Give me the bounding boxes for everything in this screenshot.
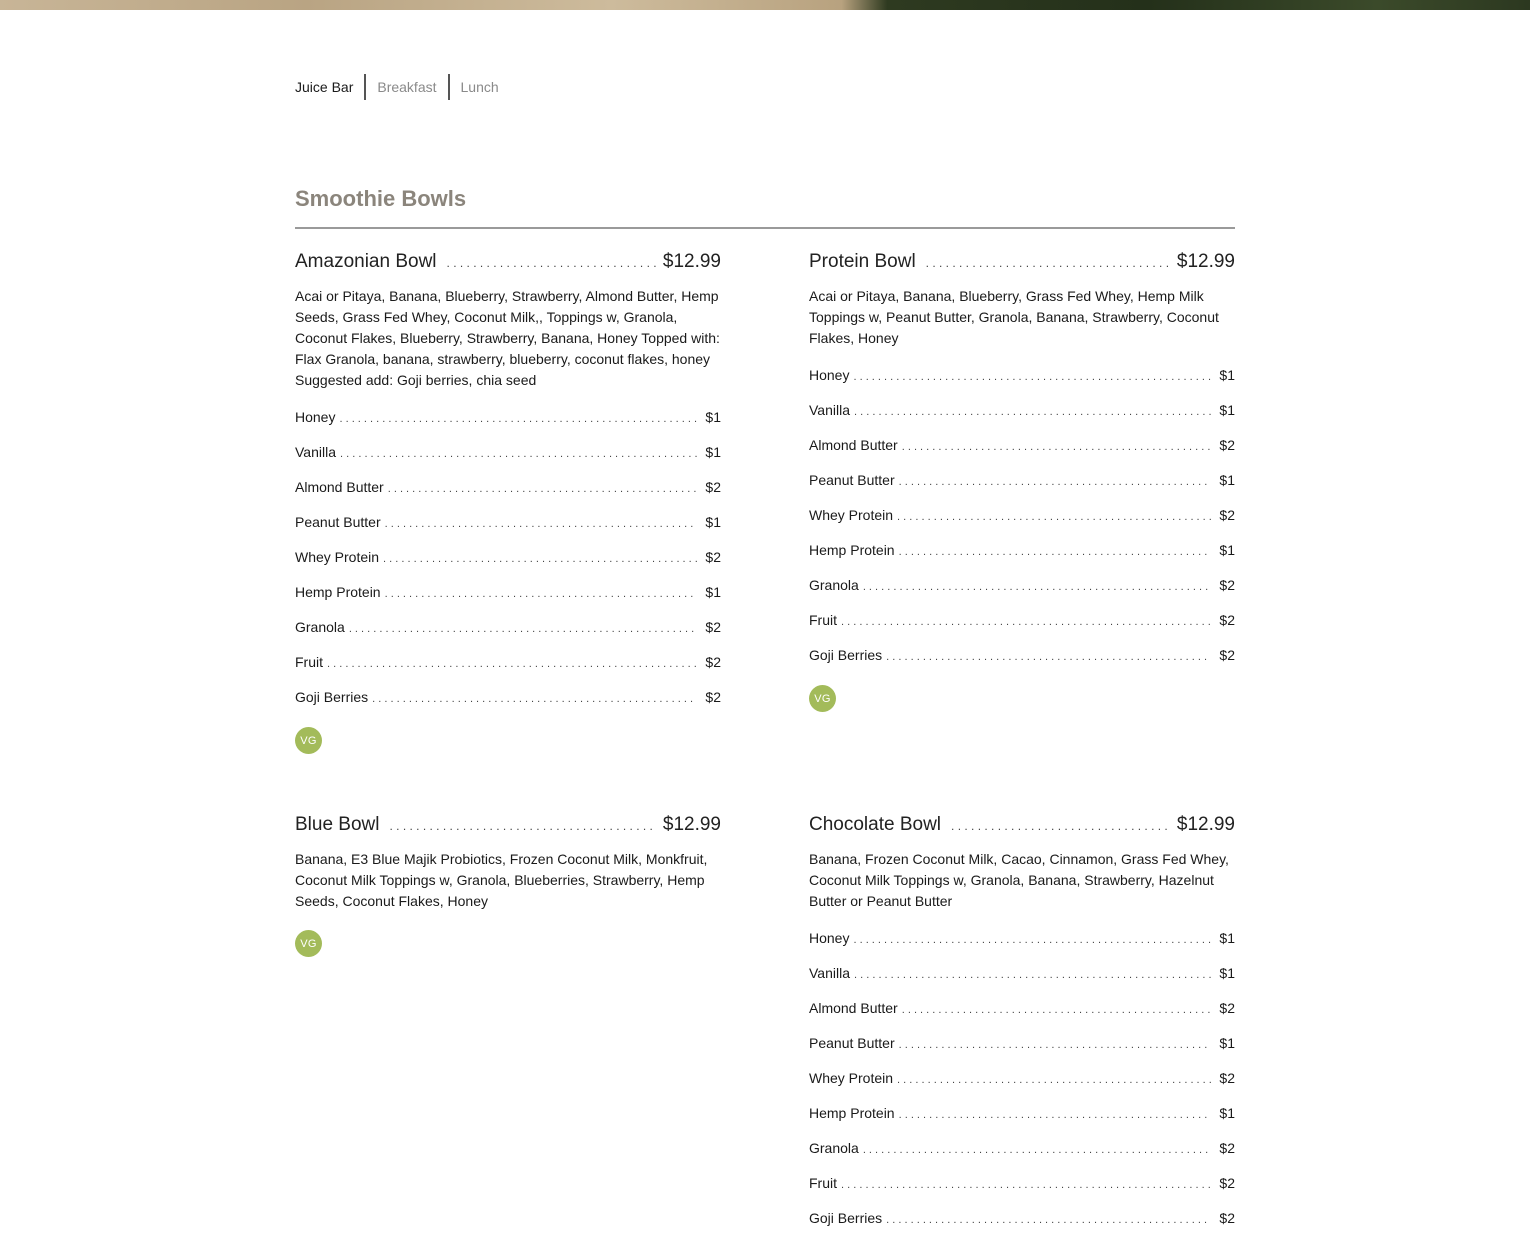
menu-tabs	[295, 74, 499, 100]
dot-leader	[863, 1141, 1212, 1159]
addon-row	[809, 506, 1235, 541]
addon-price: $2	[1219, 507, 1235, 523]
addon-row	[295, 548, 721, 583]
addon-row	[295, 443, 721, 478]
dot-leader	[385, 585, 698, 603]
dot-leader	[385, 515, 698, 533]
addon-row	[809, 1034, 1235, 1069]
addon-price: $2	[1219, 1210, 1235, 1226]
dot-leader	[339, 410, 697, 428]
dot-leader	[853, 931, 1211, 949]
tab-lunch[interactable]: Lunch	[460, 79, 499, 95]
addon-price: $2	[1219, 647, 1235, 663]
dot-leader	[383, 550, 697, 568]
menu-item-card	[295, 250, 721, 754]
menu-item-price: $12.99	[662, 814, 721, 835]
addon-list	[809, 366, 1235, 681]
menu-item-price: $12.99	[662, 251, 721, 272]
addon-price: $1	[1219, 1035, 1235, 1051]
dot-leader	[841, 1176, 1211, 1194]
addon-row	[809, 929, 1235, 964]
vegetarian-badge-icon: VG	[295, 727, 322, 754]
menu-item-header	[809, 250, 1235, 274]
addon-row	[295, 408, 721, 443]
addon-row	[809, 576, 1235, 611]
dot-leader	[886, 648, 1211, 666]
vegetarian-badge-icon: VG	[295, 930, 322, 957]
addon-name: Goji Berries	[809, 647, 883, 663]
addon-price: $2	[1219, 1070, 1235, 1086]
addon-name: Vanilla	[295, 444, 336, 460]
addon-price: $1	[705, 514, 721, 530]
addon-row	[809, 1139, 1235, 1174]
addon-row	[809, 999, 1235, 1034]
addon-price: $2	[705, 654, 721, 670]
addon-row	[809, 401, 1235, 436]
dot-leader	[327, 655, 697, 673]
dot-leader	[390, 814, 657, 838]
menu-item-card	[295, 813, 721, 957]
dot-leader	[951, 814, 1171, 838]
menu-item-name: Amazonian Bowl	[295, 251, 437, 272]
addon-price: $1	[1219, 472, 1235, 488]
tab-juice-bar[interactable]: Juice Bar	[295, 79, 354, 95]
dot-leader	[388, 480, 698, 498]
menu-item-name: Protein Bowl	[809, 251, 916, 272]
addon-row	[809, 1069, 1235, 1104]
addon-row	[295, 653, 721, 688]
dot-leader	[340, 445, 697, 463]
addon-name: Vanilla	[809, 965, 850, 981]
addon-name: Granola	[809, 1140, 859, 1156]
addon-name: Granola	[809, 577, 859, 593]
addon-row	[295, 478, 721, 513]
dot-leader	[926, 251, 1171, 275]
addon-name: Almond Butter	[809, 437, 898, 453]
hero-image-strip	[0, 0, 1530, 10]
addon-name: Peanut Butter	[809, 472, 895, 488]
menu-item-price: $12.99	[1176, 251, 1235, 272]
addon-price: $2	[1219, 1140, 1235, 1156]
addon-price: $1	[1219, 1105, 1235, 1121]
addon-price: $1	[1219, 930, 1235, 946]
addon-name: Fruit	[809, 612, 837, 628]
addon-name: Honey	[809, 367, 850, 383]
addon-price: $1	[1219, 402, 1235, 418]
addon-name: Fruit	[809, 1175, 837, 1191]
addon-name: Almond Butter	[809, 1000, 898, 1016]
addon-row	[809, 964, 1235, 999]
addon-price: $2	[1219, 437, 1235, 453]
dot-leader	[349, 620, 698, 638]
addon-price: $2	[705, 549, 721, 565]
menu-item-description: Banana, E3 Blue Majik Probiotics, Frozen Coconut Milk, Monkfruit, Coconut Milk Toppings w, Granola, Blueberries, Strawberry, Hemp Seeds, Coconut Flakes, Honey	[295, 851, 708, 909]
vegetarian-badge-icon: VG	[809, 685, 836, 712]
addon-row	[809, 1104, 1235, 1139]
addon-name: Hemp Protein	[809, 542, 895, 558]
addon-row	[295, 513, 721, 548]
menu-item-price: $12.99	[1176, 814, 1235, 835]
addon-list	[295, 408, 721, 723]
menu-item-name: Chocolate Bowl	[809, 814, 942, 835]
dot-leader	[863, 578, 1212, 596]
dot-leader	[897, 1071, 1211, 1089]
dot-leader	[841, 613, 1211, 631]
addon-name: Almond Butter	[295, 479, 384, 495]
menu-item-description: Acai or Pitaya, Banana, Blueberry, Strawberry, Almond Butter, Hemp Seeds, Grass Fed Whey, Coconut Milk,, Toppings w, Granola, Coconut Flakes, Blueberry, Strawberry, Banana, Honey Topped with: Flax Granola, banana, strawberry, blueberry, coconut flakes, honey Suggested add: Goji berries, chia seed	[295, 288, 720, 388]
addon-row	[295, 583, 721, 618]
addon-row	[809, 366, 1235, 401]
dot-leader	[899, 1036, 1212, 1054]
section-divider	[295, 227, 1235, 229]
dot-leader	[902, 1001, 1212, 1019]
dot-leader	[899, 473, 1212, 491]
addon-price: $2	[705, 479, 721, 495]
menu-item-header	[295, 250, 721, 274]
addon-name: Goji Berries	[809, 1210, 883, 1226]
dot-leader	[899, 543, 1212, 561]
dot-leader	[886, 1211, 1211, 1229]
addon-row	[809, 1174, 1235, 1209]
addon-name: Whey Protein	[809, 1070, 894, 1086]
dot-leader	[899, 1106, 1212, 1124]
tab-divider	[448, 74, 450, 100]
addon-row	[809, 646, 1235, 681]
addon-price: $1	[705, 584, 721, 600]
section-title: Smoothie Bowls	[295, 186, 467, 211]
addon-name: Honey	[809, 930, 850, 946]
addon-name: Fruit	[295, 654, 323, 670]
addon-row	[809, 1209, 1235, 1244]
addon-row	[295, 688, 721, 723]
addon-list	[809, 929, 1235, 1244]
addon-name: Vanilla	[809, 402, 850, 418]
dot-leader	[372, 690, 697, 708]
addon-name: Honey	[295, 409, 336, 425]
dot-leader	[854, 966, 1211, 984]
dot-leader	[897, 508, 1211, 526]
menu-item-card	[809, 813, 1235, 1244]
dot-leader	[902, 438, 1212, 456]
addon-price: $1	[705, 444, 721, 460]
addon-row	[809, 471, 1235, 506]
addon-price: $1	[705, 409, 721, 425]
addon-name: Peanut Butter	[295, 514, 381, 530]
menu-item-card	[809, 250, 1235, 712]
tab-breakfast[interactable]: Breakfast	[377, 79, 437, 95]
addon-price: $2	[1219, 577, 1235, 593]
menu-item-name: Blue Bowl	[295, 814, 380, 835]
addon-price: $2	[1219, 1000, 1235, 1016]
dot-leader	[854, 403, 1211, 421]
addon-price: $1	[1219, 542, 1235, 558]
addon-name: Granola	[295, 619, 345, 635]
menu-item-header	[295, 813, 721, 837]
addon-price: $2	[1219, 612, 1235, 628]
addon-price: $2	[705, 689, 721, 705]
addon-row	[809, 436, 1235, 471]
addon-price: $2	[705, 619, 721, 635]
addon-price: $1	[1219, 367, 1235, 383]
addon-row	[809, 541, 1235, 576]
addon-name: Whey Protein	[809, 507, 894, 523]
addon-name: Peanut Butter	[809, 1035, 895, 1051]
menu-item-description: Banana, Frozen Coconut Milk, Cacao, Cinnamon, Grass Fed Whey, Coconut Milk Toppings w, Granola, Banana, Strawberry, Hazelnut Butter or Peanut Butter	[809, 851, 1229, 909]
menu-item-description: Acai or Pitaya, Banana, Blueberry, Grass Fed Whey, Hemp Milk Toppings w, Peanut Butter, Granola, Banana, Strawberry, Coconut Flakes, Honey	[809, 288, 1219, 346]
addon-name: Whey Protein	[295, 549, 380, 565]
addon-name: Hemp Protein	[809, 1105, 895, 1121]
addon-name: Goji Berries	[295, 689, 369, 705]
tab-divider	[364, 74, 366, 100]
addon-price: $1	[1219, 965, 1235, 981]
menu-item-header	[809, 813, 1235, 837]
dot-leader	[853, 368, 1211, 386]
addon-price: $2	[1219, 1175, 1235, 1191]
addon-row	[295, 618, 721, 653]
dot-leader	[447, 251, 657, 275]
addon-row	[809, 611, 1235, 646]
addon-name: Hemp Protein	[295, 584, 381, 600]
